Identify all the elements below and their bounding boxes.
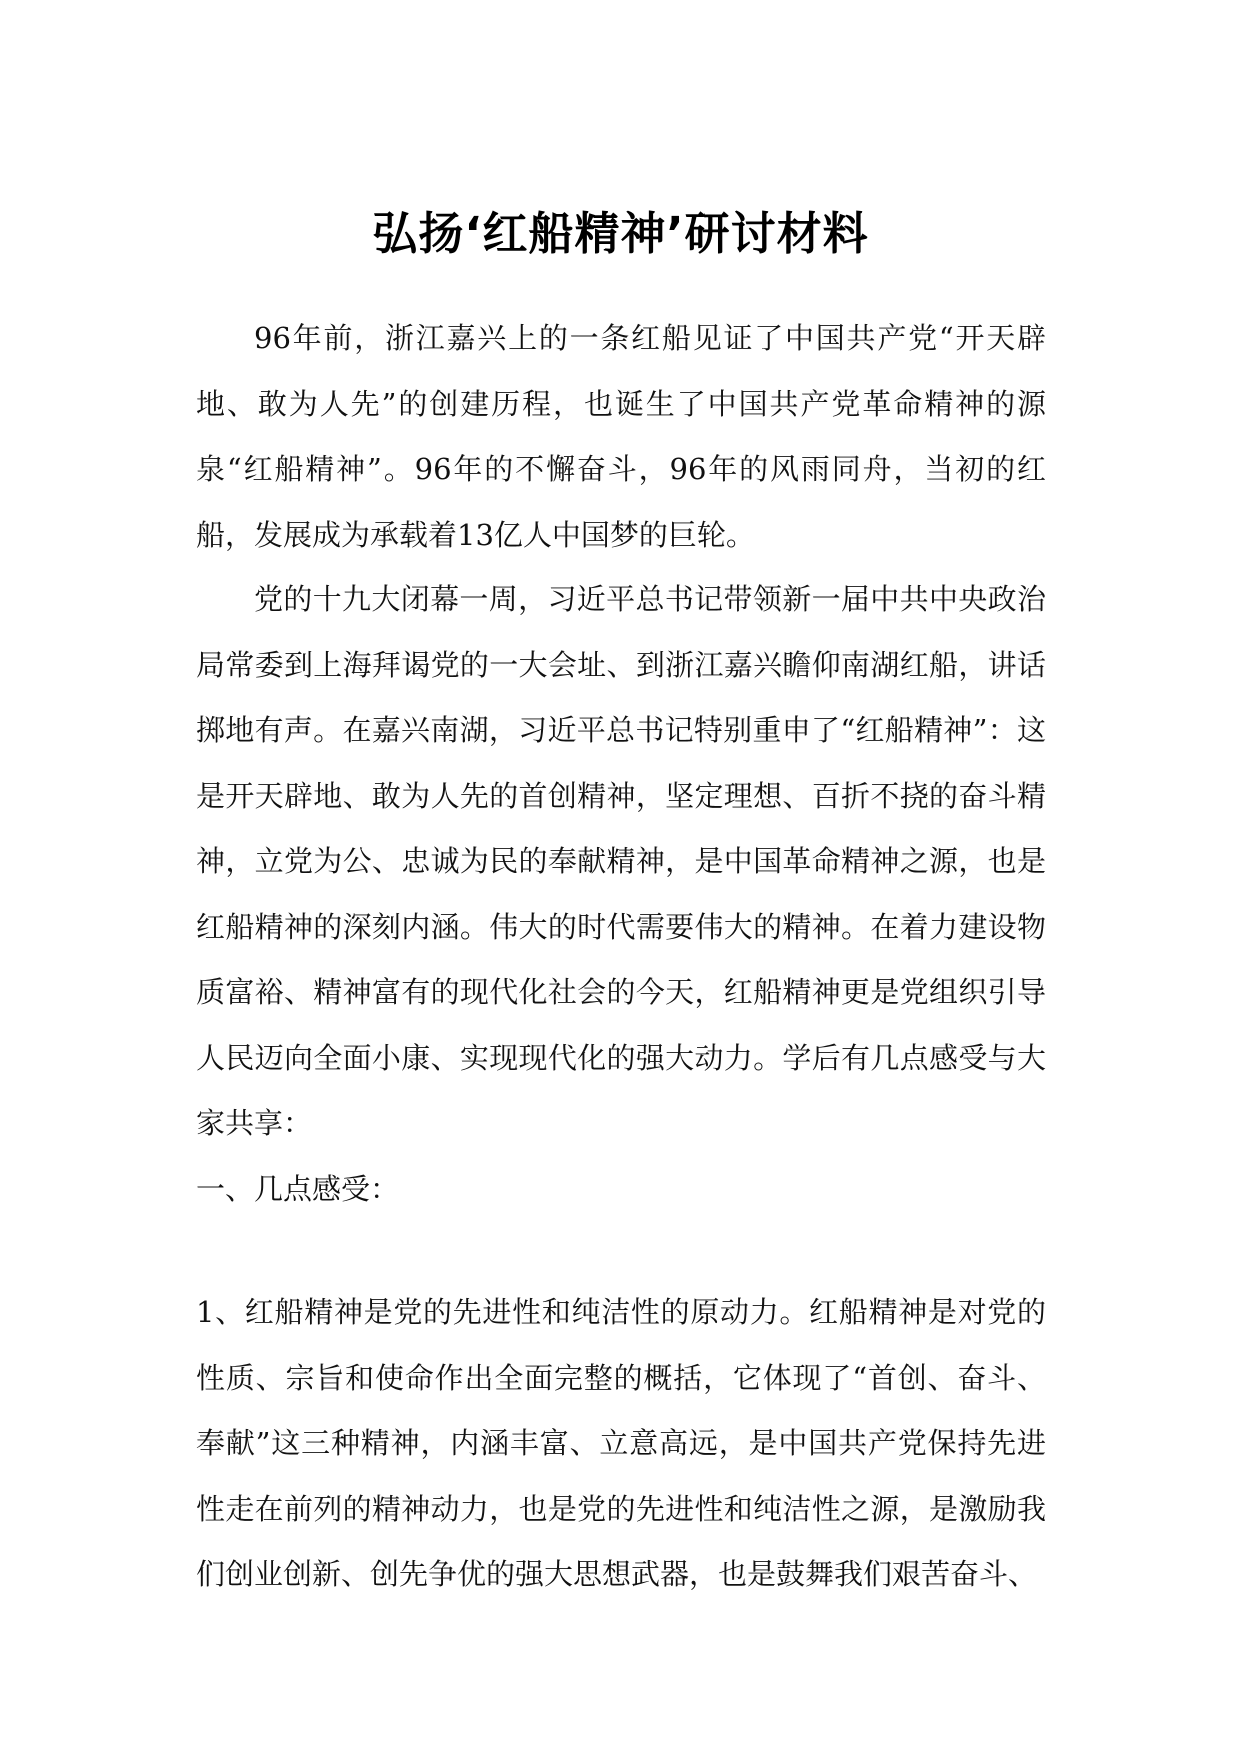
paragraph-nineteenth-congress: 党的十九大闭幕一周，习近平总书记带领新一届中共中央政治局常委到上海拜谒党的一大会址、到浙江嘉兴瞻仰南湖红船，讲话掷地有声。在嘉兴南湖，习近平总书记特别重申了“红船精神”：这是开天辟地、敢为人先的首创精神，坚定理想、百折不挠的奋斗精神，立党为公、忠诚为民的奉献精神，是中国革命精神之源，也是红船精神的深刻内涵。伟大的时代需要伟大的精神。在着力建设物质富裕、精神富有的现代化社会的今天，红船精神更是党组织引导人民迈向全面小康、实现现代化的强大动力。学后有几点感受与大家共享：: [196, 582, 1046, 1140]
document-title: 弘扬‘红船精神’研讨材料: [372, 207, 869, 260]
section-heading: 一、几点感受：: [196, 1172, 400, 1206]
paragraph-intro: 96年前，浙江嘉兴上的一条红船见证了中国共产党“开天辟地、敢为人先”的创建历程，也诞生了中国共产党革命精神的源泉“红船精神”。96年的不懈奋斗，96年的风雨同舟，当初的红船，发展成为承载着13亿人中国梦的巨轮。: [196, 321, 1046, 552]
paragraph-point-one: 1、红船精神是党的先进性和纯洁性的原动力。红船精神是对党的性质、宗旨和使命作出全面完整的概括，它体现了“首创、奋斗、奉献”这三种精神，内涵丰富、立意高远，是中国共产党保持先进性走在前列的精神动力，也是党的先进性和纯洁性之源，是激励我们创业创新、创先争优的强大思想武器，也是鼓舞我们艰苦奋斗、: [196, 1295, 1046, 1591]
